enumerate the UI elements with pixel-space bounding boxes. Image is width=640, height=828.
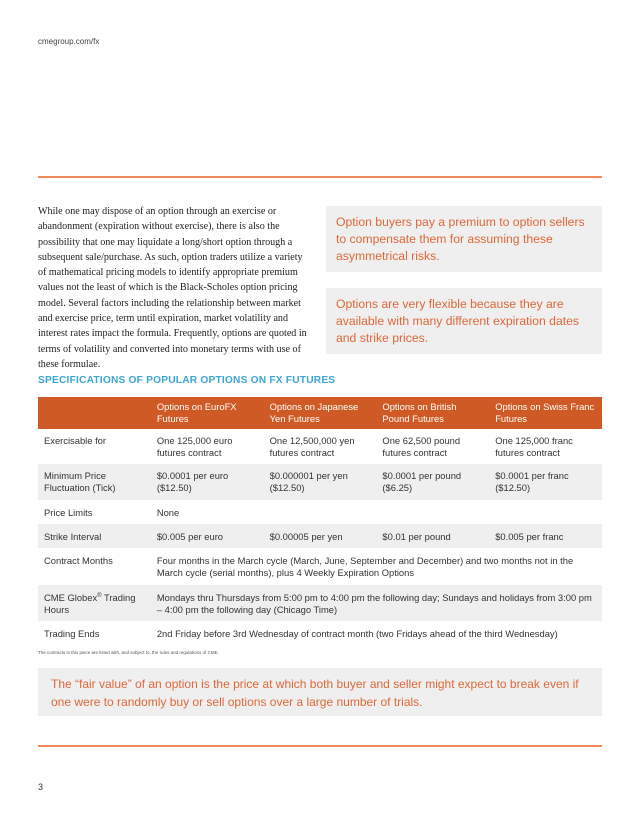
table-header-pound: Options on British Pound Futures (376, 397, 489, 429)
table-cell: $0.005 per franc (489, 524, 602, 548)
row-label: Minimum Price Fluctuation (Tick) (38, 464, 151, 500)
table-cell: $0.0001 per franc ($12.50) (489, 464, 602, 500)
table-cell: $0.0001 per euro ($12.50) (151, 464, 264, 500)
fair-value-quote: The “fair value” of an option is the price at which both buyer and seller might expect to break even if one were to randomly buy or sell options over a large number of trials. (38, 668, 602, 716)
table-header-eurofx: Options on EuroFX Futures (151, 397, 264, 429)
table-cell: 2nd Friday before 3rd Wednesday of contract month (two Fridays ahead of the third Wednesday) (156, 628, 558, 639)
table-row (38, 585, 602, 621)
table-cell: $0.00005 per yen (264, 524, 377, 548)
row-label-part: CME Globex (44, 592, 98, 603)
table-cell: One 62,500 pound futures contract (382, 435, 461, 458)
table-cell: Four months in the March cycle (March, June, September and December) and two months not in the March cycle (serial months), plus 4 Weekly Expiration Options (156, 555, 574, 578)
header-url: cmegroup.com/fx (38, 37, 100, 46)
table-row (38, 464, 602, 500)
table-cell: $0.0001 per pound ($6.25) (376, 464, 489, 500)
row-label (38, 585, 151, 621)
table-cell: $0.01 per pound (376, 524, 489, 548)
row-label: Contract Months (44, 555, 113, 566)
specifications-table (38, 397, 602, 646)
table-header-blank (38, 397, 151, 429)
table-row (38, 621, 602, 646)
row-label: Price Limits (44, 507, 93, 518)
table-cell: One 125,000 euro futures contract (156, 435, 233, 458)
table-cell: One 12,500,000 yen futures contract (269, 435, 355, 458)
callout-flexible: Options are very flexible because they are available with many different expiration dates and strike prices. (326, 288, 602, 354)
table-row (38, 429, 602, 464)
row-label: Trading Ends (44, 628, 100, 639)
registered-mark: ® (97, 592, 102, 599)
callout-premium: Option buyers pay a premium to option sellers to compensate them for assuming these asymmetrical risks. (326, 206, 602, 272)
table-header-row (38, 397, 602, 429)
section-title: SPECIFICATIONS OF POPULAR OPTIONS ON FX FUTURES (38, 375, 336, 386)
intro-paragraph: While one may dispose of an option through an exercise or abandonment (expiration without exercise), there is also the possibility that one may liquidate a long/short option through a subsequent sale/purchase. As such, option traders utilize a variety of mathematical pricing models to identify appropriate premium values not the least of which is the Black-Scholes option pricing model. Several factors including the relationship between market and exercise price, term until expiration, market volatility and interest rates impact the formula. Frequently, options are quoted in terms of volatility and converted into monetary terms with use of these formulae. (38, 206, 307, 370)
table-cell: $0.000001 per yen ($12.50) (264, 464, 377, 500)
bottom-divider (38, 745, 602, 747)
table-row (38, 500, 602, 524)
row-label-part: Trading Hours (44, 592, 136, 615)
table-cell: $0.005 per euro (151, 524, 264, 548)
table-cell: One 125,000 franc futures contract (495, 435, 573, 458)
row-label: Strike Interval (38, 524, 151, 548)
page-number: 3 (38, 782, 44, 792)
table-cell: None (156, 507, 180, 518)
table-row (38, 524, 602, 548)
table-row (38, 548, 602, 585)
table-header-franc: Options on Swiss Franc Futures (489, 397, 602, 429)
row-label: Exercisable for (44, 435, 107, 446)
table-header-yen: Options on Japanese Yen Futures (264, 397, 377, 429)
table-footnote: The contracts in this piece are listed with, and subject to, the rules and regulations of CME. (38, 650, 219, 655)
top-divider (38, 176, 602, 178)
table-cell: Mondays thru Thursdays from 5:00 pm to 4:00 pm the following day; Sundays and holidays from 3:00 pm – 4:00 pm the following day (Chicago Time) (151, 585, 602, 621)
